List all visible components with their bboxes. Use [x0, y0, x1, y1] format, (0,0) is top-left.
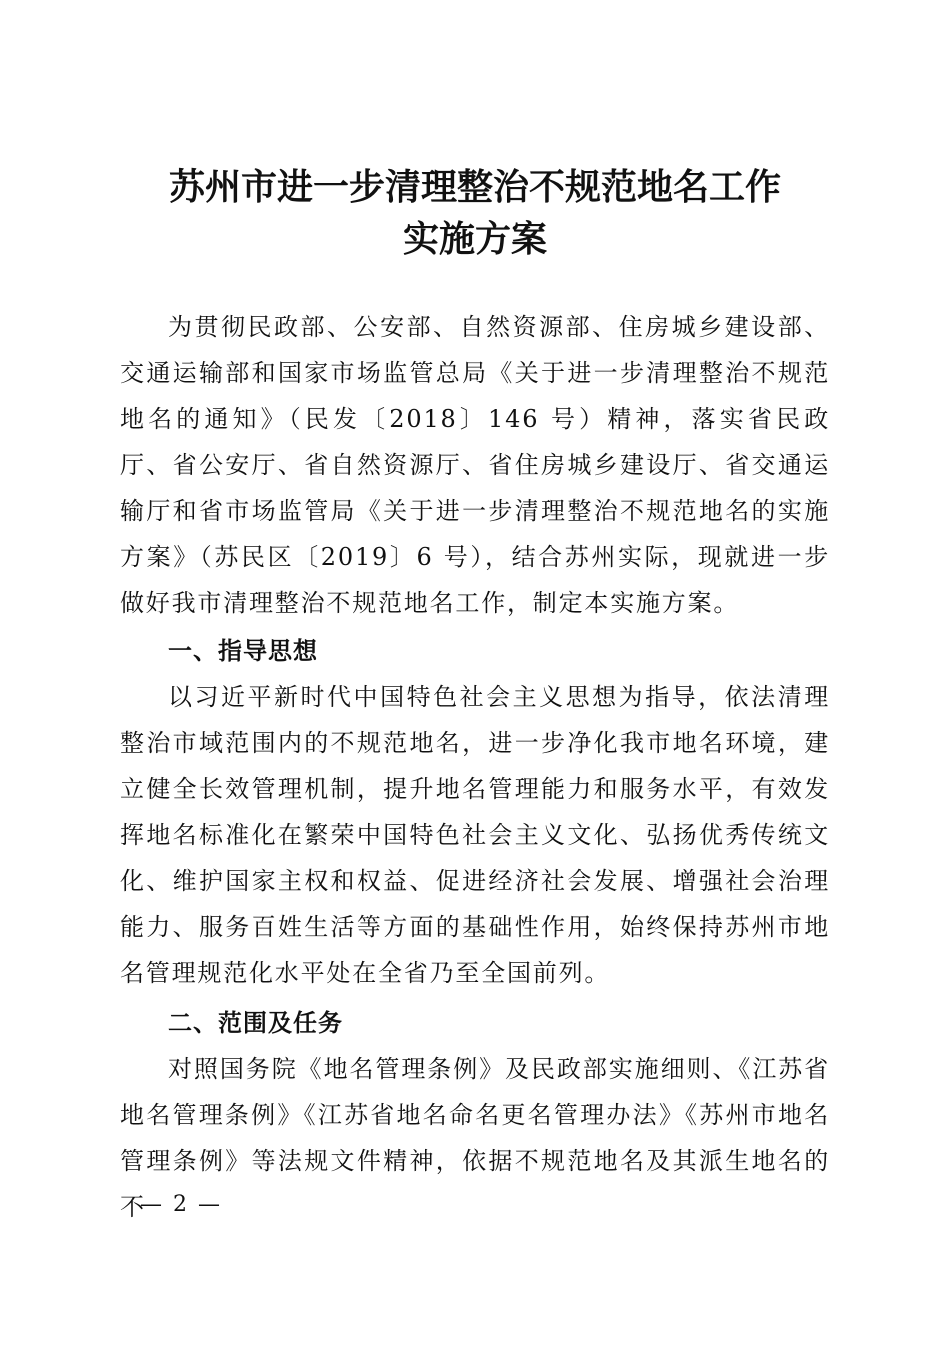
section-heading-scope-tasks: 二、范围及任务: [168, 1009, 343, 1037]
intro-paragraph: 为贯彻民政部、公安部、自然资源部、住房城乡建设部、交通运输部和国家市场监管总局《关于进一步清理整治不规范地名的通知》（民发〔2018〕146 号）精神，落实省民政厅、省公安厅、省自然资源厅、省住房城乡建设厅、省交通运输厅和省市场监管局《关于进一步清理整治不规范地名的实施方案》（苏民区〔2019〕6 号），结合苏州实际，现就进一步做好我市清理整治不规范地名工作，制定本实施方案。: [120, 313, 830, 617]
section-paragraph-guiding-ideology: 以习近平新时代中国特色社会主义思想为指导，依法清理整治市域范围内的不规范地名，进一步净化我市地名环境，建立健全长效管理机制，提升地名管理能力和服务水平，有效发挥地名标准化在繁荣中国特色社会主义文化、弘扬优秀传统文化、维护国家主权和权益、促进经济社会发展、增强社会治理能力、服务百姓生活等方面的基础性作用，始终保持苏州市地名管理规范化水平处在全省乃至全国前列。: [120, 683, 830, 987]
section-heading-guiding-ideology: 一、指导思想: [168, 637, 318, 665]
document-title-line-1: 苏州市进一步清理整治不规范地名工作: [168, 166, 781, 208]
section-paragraph-scope-tasks: 对照国务院《地名管理条例》及民政部实施细则、《江苏省地名管理条例》《江苏省地名命名更名管理办法》《苏州市地名管理条例》等法规文件精神，依据不规范地名及其派生地名的不: [120, 1055, 830, 1221]
document-title-line-2: 实施方案: [402, 218, 547, 260]
page-number: — 2 —: [140, 1192, 222, 1217]
